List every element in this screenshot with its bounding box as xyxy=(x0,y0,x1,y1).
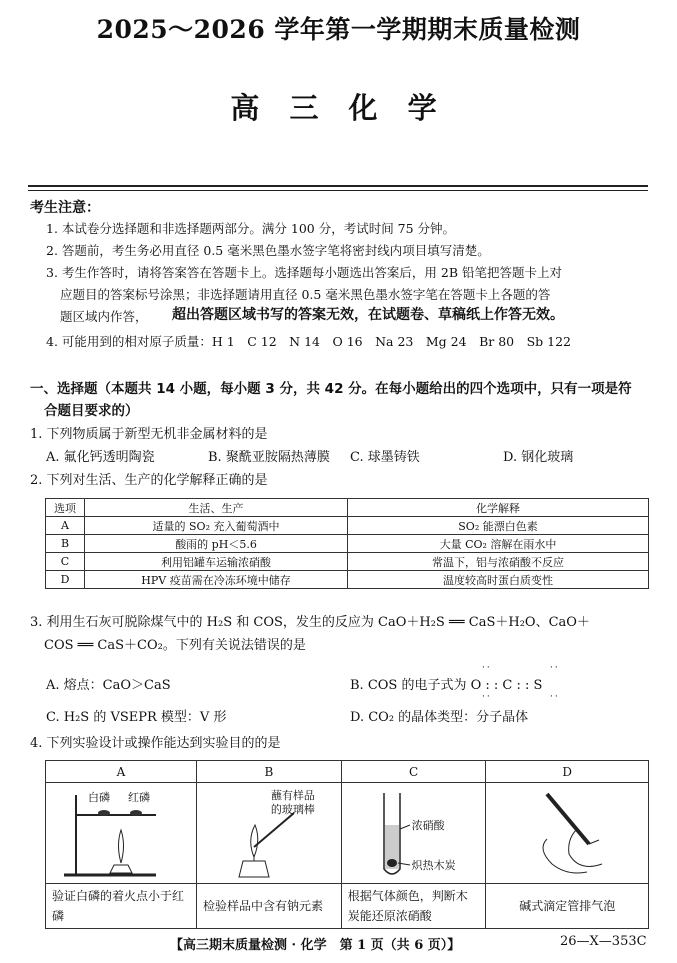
paper-code: 26—X—353C xyxy=(560,934,647,949)
apparatus-d xyxy=(486,783,649,884)
notice-item-part: 题区域内作答， xyxy=(60,309,148,324)
table-row xyxy=(46,571,649,589)
notice-item: 应题目的答案标号涂黑；非选择题请用直径 0.5 毫米黑色墨水签字笔在答题卡上各题的答 xyxy=(60,287,551,302)
divider xyxy=(28,185,648,187)
label-white-phosphorus: 白磷 xyxy=(88,791,110,804)
question-3-stem-2: COS ══ CaS＋CO₂。下列有关说法错误的是 xyxy=(44,638,306,653)
option-d: D. 钢化玻璃 xyxy=(503,450,574,465)
column-header: D xyxy=(486,761,649,783)
burette-hand-icon xyxy=(507,784,627,880)
table-cell: C xyxy=(46,553,85,571)
table-row xyxy=(46,517,649,535)
table-cell: 利用铝罐车运输浓硝酸 xyxy=(85,553,348,571)
column-header: C xyxy=(341,761,486,783)
electron-dots: ·· ·· xyxy=(482,692,560,702)
notice-item: 2. 答题前，考生务必用直径 0.5 毫米黑色墨水签字笔将密封线内项目填写清楚。 xyxy=(46,243,490,258)
table-cell: HPV 疫苗需在冷冻环境中储存 xyxy=(85,571,348,589)
caption-b: 检验样品中含有钠元素 xyxy=(197,884,342,929)
option-b: B. 聚酰亚胺隔热薄膜 xyxy=(208,450,330,465)
apparatus-a xyxy=(46,783,197,884)
apparatus-b xyxy=(197,783,342,884)
apparatus-c xyxy=(341,783,486,884)
table-cell: 适量的 SO₂ 充入葡萄酒中 xyxy=(85,517,348,535)
question-4-stem: 4. 下列实验设计或操作能达到实验目的的是 xyxy=(30,736,281,751)
table-row xyxy=(46,553,649,571)
label-sample-rod-2: 的玻璃棒 xyxy=(270,803,315,816)
label-sample-rod-1: 蘸有样品 xyxy=(270,789,315,802)
table-cell: B xyxy=(46,535,85,553)
column-header: A xyxy=(46,761,197,783)
option-c: C. 球墨铸铁 xyxy=(350,450,420,465)
question-1-stem: 1. 下列物质属于新型无机非金属材料的是 xyxy=(30,427,268,442)
notice-item: 3. 考生作答时，请将答案答在答题卡上。选择题每小题选出答案后，用 2B 铅笔把答题卡上对 xyxy=(46,265,562,280)
notice-item: 1. 本试卷分选择题和非选择题两部分。满分 100 分，考试时间 75 分钟。 xyxy=(46,221,456,236)
question-2-stem: 2. 下列对生活、生产的化学解释正确的是 xyxy=(30,473,268,488)
page-footer: 【高三期末质量检测 · 化学 第 1 页（共 6 页）】 xyxy=(170,938,461,953)
label-nitric-acid: 浓硝酸 xyxy=(411,819,445,832)
notice-item: 4. 可能用到的相对原子质量：H 1 C 12 N 14 O 16 Na 23 Mg 24 Br 80 Sb 122 xyxy=(46,334,572,349)
label-hot-charcoal: 炽热木炭 xyxy=(411,859,456,872)
question-4-table xyxy=(45,760,649,929)
table-row xyxy=(46,535,649,553)
table-cell: 温度较高时蛋白质变性 xyxy=(348,571,649,589)
option-a: A. 氟化钙透明陶瓷 xyxy=(46,450,155,465)
column-header: B xyxy=(197,761,342,783)
caption-a: 验证白磷的着火点小于红磷 xyxy=(46,884,197,929)
table-cell: D xyxy=(46,571,85,589)
exam-title: 2025～2026 学年第一学期期末质量检测 xyxy=(96,15,581,44)
caption-d: 碱式滴定管排气泡 xyxy=(486,884,649,929)
option-b: B. COS 的电子式为 O : : C : : S xyxy=(350,678,543,693)
label-red-phosphorus: 红磷 xyxy=(128,791,150,804)
section-line: 一、选择题（本题共 14 小题，每小题 3 分，共 42 分。在每小题给出的四个选项中，只有一项是符 xyxy=(30,381,632,397)
notice-heading: 考生注意： xyxy=(30,200,100,216)
question-3-stem-1: 3. 利用生石灰可脱除煤气中的 H₂S 和 COS，发生的反应为 CaO＋H₂S ══ CaS＋H₂O、CaO＋ xyxy=(30,615,590,630)
table-header: 化学解释 xyxy=(348,499,649,517)
section-line: 合题目要求的） xyxy=(44,403,139,419)
option-c: C. H₂S 的 VSEPR 模型：V 形 xyxy=(46,710,227,725)
table-header: 生活、生产 xyxy=(85,499,348,517)
option-a: A. 熔点：CaO＞CaS xyxy=(46,678,171,693)
table-cell: 常温下，铝与浓硝酸不反应 xyxy=(348,553,649,571)
table-cell: 酸雨的 pH＜5.6 xyxy=(85,535,348,553)
question-2-table xyxy=(45,498,649,589)
flame-test-icon xyxy=(199,785,339,881)
caption-c: 根据气体颜色，判断木炭能还原浓硝酸 xyxy=(341,884,486,929)
electron-dots: ·· ·· xyxy=(482,663,560,673)
phosphorus-apparatus-icon xyxy=(46,785,196,881)
table-cell: 大量 CO₂ 溶解在雨水中 xyxy=(348,535,649,553)
table-cell: A xyxy=(46,517,85,535)
table-cell: SO₂ 能漂白色素 xyxy=(348,517,649,535)
notice-emphasis: 超出答题区域书写的答案无效，在试题卷、草稿纸上作答无效。 xyxy=(172,307,564,323)
section-heading xyxy=(30,378,650,422)
option-d: D. CO₂ 的晶体类型：分子晶体 xyxy=(350,710,529,725)
table-header: 选项 xyxy=(46,499,85,517)
subject-title: 高 三 化 学 xyxy=(230,91,447,125)
divider xyxy=(28,190,648,191)
